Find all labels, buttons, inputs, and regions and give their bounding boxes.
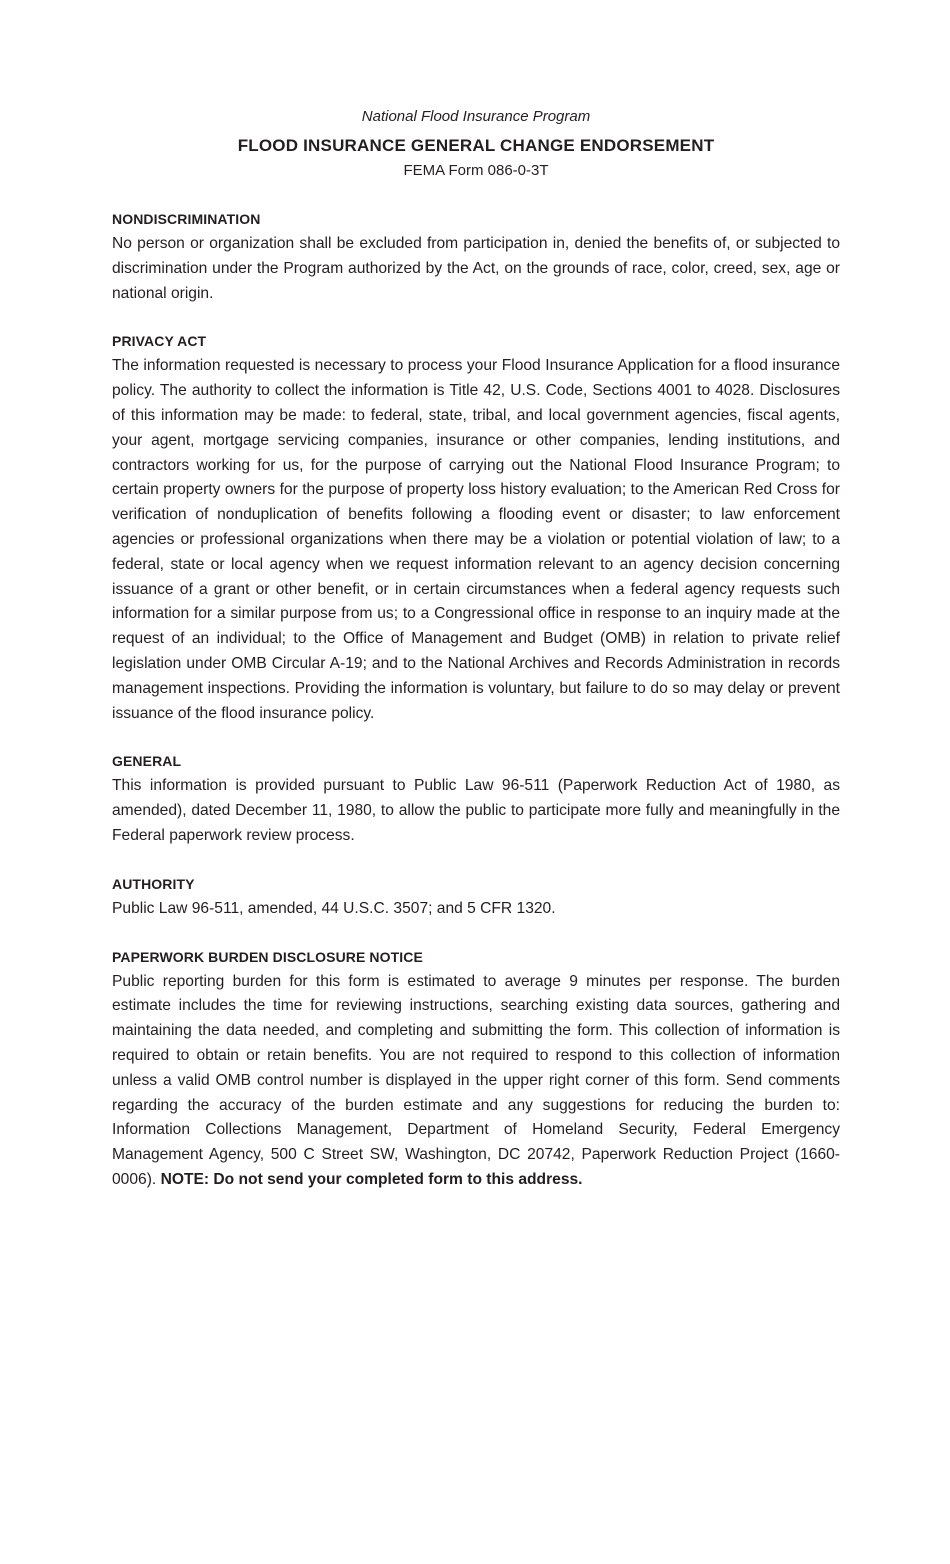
form-number: FEMA Form 086-0-3T — [403, 162, 549, 179]
section-body: Public Law 96-511, amended, 44 U.S.C. 3507; and 5 CFR 1320. — [112, 899, 556, 917]
nondiscrimination-section — [112, 208, 840, 306]
section-body — [112, 970, 840, 1193]
mailing-note: NOTE: Do not send your completed form to this address. — [160, 1170, 583, 1188]
paperwork-body-text: Public reporting burden for this form is estimated to average 9 minutes per response. The burden estimate includes the time for reviewing instructions, searching existing data sources, gathering and maintaining the data needed, and completing and submitting the form. This collection of information is required to obtain or retain benefits. You are not required to respond to this collection of information unless a valid OMB control number is displayed in the upper right corner of this form. Send comments regarding the accuracy of the burden estimate and any suggestions for reducing the burden to: Information Collections Management, Department of Homeland Security, Federal Emergency Management Agency, 500 C Street SW, Washington, DC 20742, Paperwork Reduction Project (1660-0006). — [112, 972, 840, 1188]
program-name: National Flood Insurance Program — [361, 108, 591, 125]
general-section — [112, 750, 840, 848]
section-heading: PAPERWORK BURDEN DISCLOSURE NOTICE — [112, 948, 423, 965]
privacy-act-section — [112, 330, 840, 726]
section-body: The information requested is necessary to process your Flood Insurance Application for a flood insurance policy. The authority to collect the information is Title 42, U.S. Code, Sections 4001 to 4028. Disclosures of this information may be made: to federal, state, tribal, and local government agencies, fiscal agents, your agent, mortgage servicing companies, insurance or other companies, lending institutions, and contractors working for us, for the purpose of carrying out the National Flood Insurance Program; to certain property owners for the purpose of property loss history evaluation; to the American Red Cross for verification of nonduplication of benefits following a flooding event or disaster; to law enforcement agencies or professional organizations when there may be a violation or potential violation of law; to a federal, state or local agency when we request information relevant to an agency decision concerning issuance of a grant or other benefit, or in certain circumstances when a federal agency requests such information for a similar purpose from us; to a Congressional office in response to an inquiry made at the request of an individual; to the Office of Management and Budget (OMB) in relation to private relief legislation under OMB Circular A-19; and to the National Archives and Records Administration in records management inspections. Providing the information is voluntary, but failure to do so may delay or prevent issuance of the flood insurance policy. — [112, 357, 840, 722]
document-page — [112, 106, 840, 1217]
section-heading: GENERAL — [112, 753, 182, 770]
section-heading: PRIVACY ACT — [112, 333, 207, 350]
section-heading: AUTHORITY — [112, 875, 195, 892]
document-header — [112, 106, 840, 182]
section-body: No person or organization shall be excluded from participation in, denied the benefits of, or subjected to discrimination under the Program authorized by the Act, on the grounds of race, color, creed, sex, age or national origin. — [112, 235, 840, 302]
form-title: FLOOD INSURANCE GENERAL CHANGE ENDORSEMENT — [237, 136, 715, 155]
authority-section — [112, 873, 840, 922]
section-body: This information is provided pursuant to Public Law 96-511 (Paperwork Reduction Act of 1980, as amended), dated December 11, 1980, to allow the public to participate more fully and meaningfully in the Federal paperwork review process. — [112, 777, 840, 844]
paperwork-burden-section — [112, 946, 840, 1193]
section-heading: NONDISCRIMINATION — [112, 211, 261, 227]
